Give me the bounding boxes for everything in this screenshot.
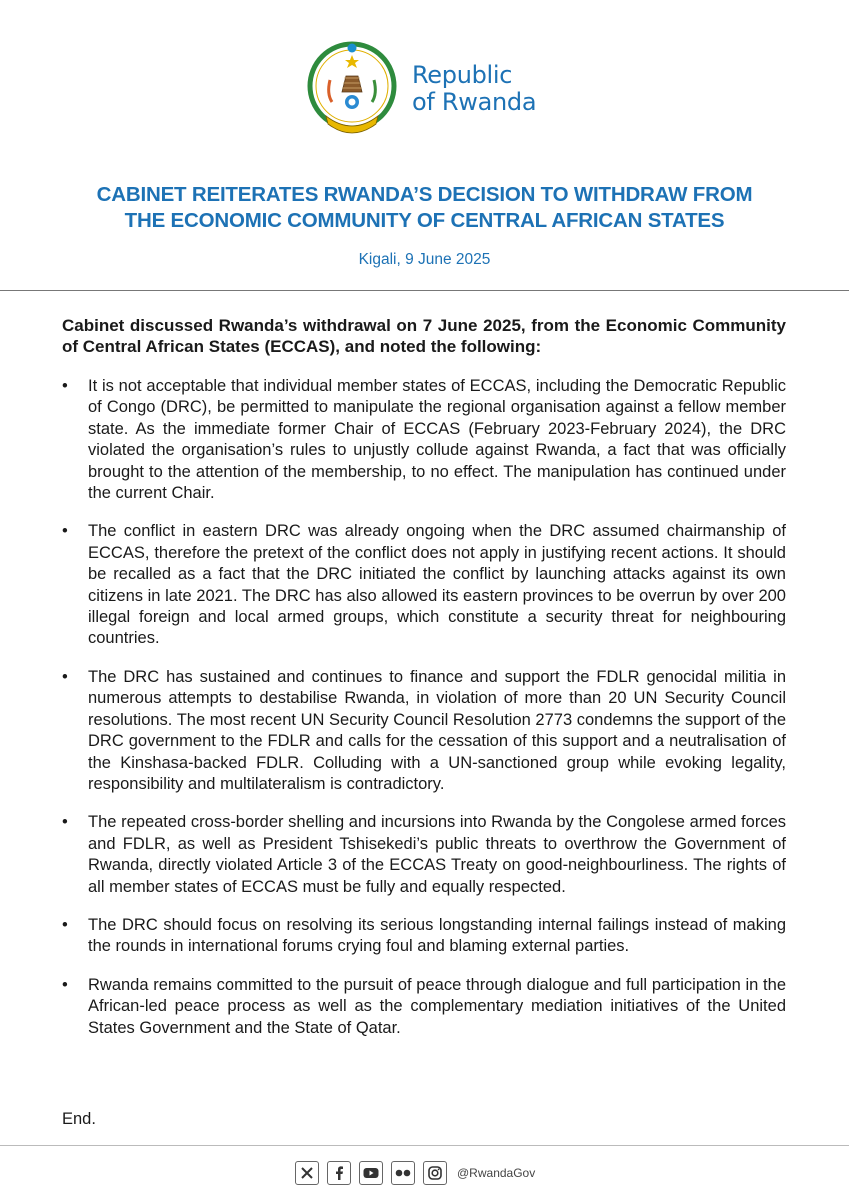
bullet-item	[62, 812, 786, 898]
rwanda-coat-of-arms-emblem	[306, 38, 398, 146]
bullet-marker: •	[62, 813, 68, 832]
bullet-marker: •	[62, 915, 68, 934]
bullet-text: The conflict in eastern DRC was already ongoing when the DRC assumed chairmanship of ECCAS, therefore the pretext of the conflict does not apply in justifying recent actions. It should be recalled as a fact that the DRC initiated the conflict by launching attacks against its own citizens in late 2021. The DRC has also allowed its eastern provinces to be overrun by over 200 illegal foreign and local armed groups, which constitute a security threat for neighbouring countries.	[88, 522, 786, 648]
facebook-icon[interactable]	[327, 1161, 351, 1185]
bullet-item	[62, 376, 786, 504]
bullet-item	[62, 521, 786, 649]
bullet-text: It is not acceptable that individual member states of ECCAS, including the Democratic Republic of Congo (DRC), be permitted to manipulate the regional organisation against a fellow member state. As the immediate former Chair of ECCAS (February 2023-February 2024), the DRC violated the organisation’s rules to unjustly collude against Rwanda, a fact that was officially brought to the attention of the membership, to no effect. The manipulation has continued under the current Chair.	[88, 377, 786, 503]
bullet-marker: •	[62, 377, 68, 395]
bullet-item	[62, 915, 786, 958]
brand-line-1: Republic	[412, 61, 513, 89]
brand-wordmark	[412, 62, 536, 116]
bullet-text: Rwanda remains committed to the pursuit of peace through dialogue and full participation in the African-led peace process as well as the complementary mediation initiatives of the United States Government and the State of Qatar.	[88, 975, 786, 1037]
bullet-marker: •	[62, 975, 68, 994]
header-divider	[0, 290, 849, 291]
bullet-text: The repeated cross-border shelling and incursions into Rwanda by the Congolese armed forces and FDLR, as well as President Tshisekedi’s public threats to overthrow the Government of Rwanda, directly violated Article 3 of the ECCAS Treaty on good-neighbourliness. The rights of all member states of ECCAS must be fully and equally respected.	[88, 813, 786, 896]
intro-paragraph: Cabinet discussed Rwanda’s withdrawal on 7 June 2025, from the Economic Community of Central African States (ECCAS), and noted the following:	[62, 316, 786, 356]
x-icon[interactable]	[295, 1161, 319, 1185]
bullet-list	[62, 376, 786, 1056]
brand-line-2: of Rwanda	[412, 88, 537, 116]
title-line-1: CABINET REITERATES RWANDA’S DECISION TO WITHDRAW FROM	[96, 183, 753, 206]
bullet-text: The DRC should focus on resolving its serious longstanding internal failings instead of making the rounds in international forums crying foul and blaming external parties.	[88, 915, 786, 956]
flickr-icon[interactable]	[391, 1161, 415, 1185]
bullet-marker: •	[62, 667, 68, 686]
youtube-icon[interactable]	[359, 1161, 383, 1185]
bullet-marker: •	[62, 522, 68, 541]
bullet-item	[62, 667, 786, 795]
social-links	[295, 1160, 535, 1186]
bullet-text: The DRC has sustained and continues to finance and support the FDLR genocidal militia in numerous attempts to destabilise Rwanda, in violation of more than 20 UN Security Council resolutions. The most recent UN Security Council Resolution 2773 condemns the support of the DRC government to the FDLR and calls for the cessation of this support and a neutralisation of the Kinshasa-backed FDLR. Colluding with a UN-sanctioned group while evoking legality, responsibility and multilateralism is contradictory.	[88, 667, 786, 793]
press-release-title	[0, 182, 849, 234]
instagram-icon[interactable]	[423, 1161, 447, 1185]
letterhead	[0, 30, 849, 160]
footer-divider	[0, 1145, 849, 1146]
social-handle[interactable]: @RwandaGov	[457, 1166, 536, 1180]
title-line-2: THE ECONOMIC COMMUNITY OF CENTRAL AFRICAN STATES	[124, 209, 725, 232]
bullet-item	[62, 975, 786, 1039]
end-marker: End.	[62, 1110, 96, 1128]
dateline: Kigali, 9 June 2025	[358, 251, 491, 268]
